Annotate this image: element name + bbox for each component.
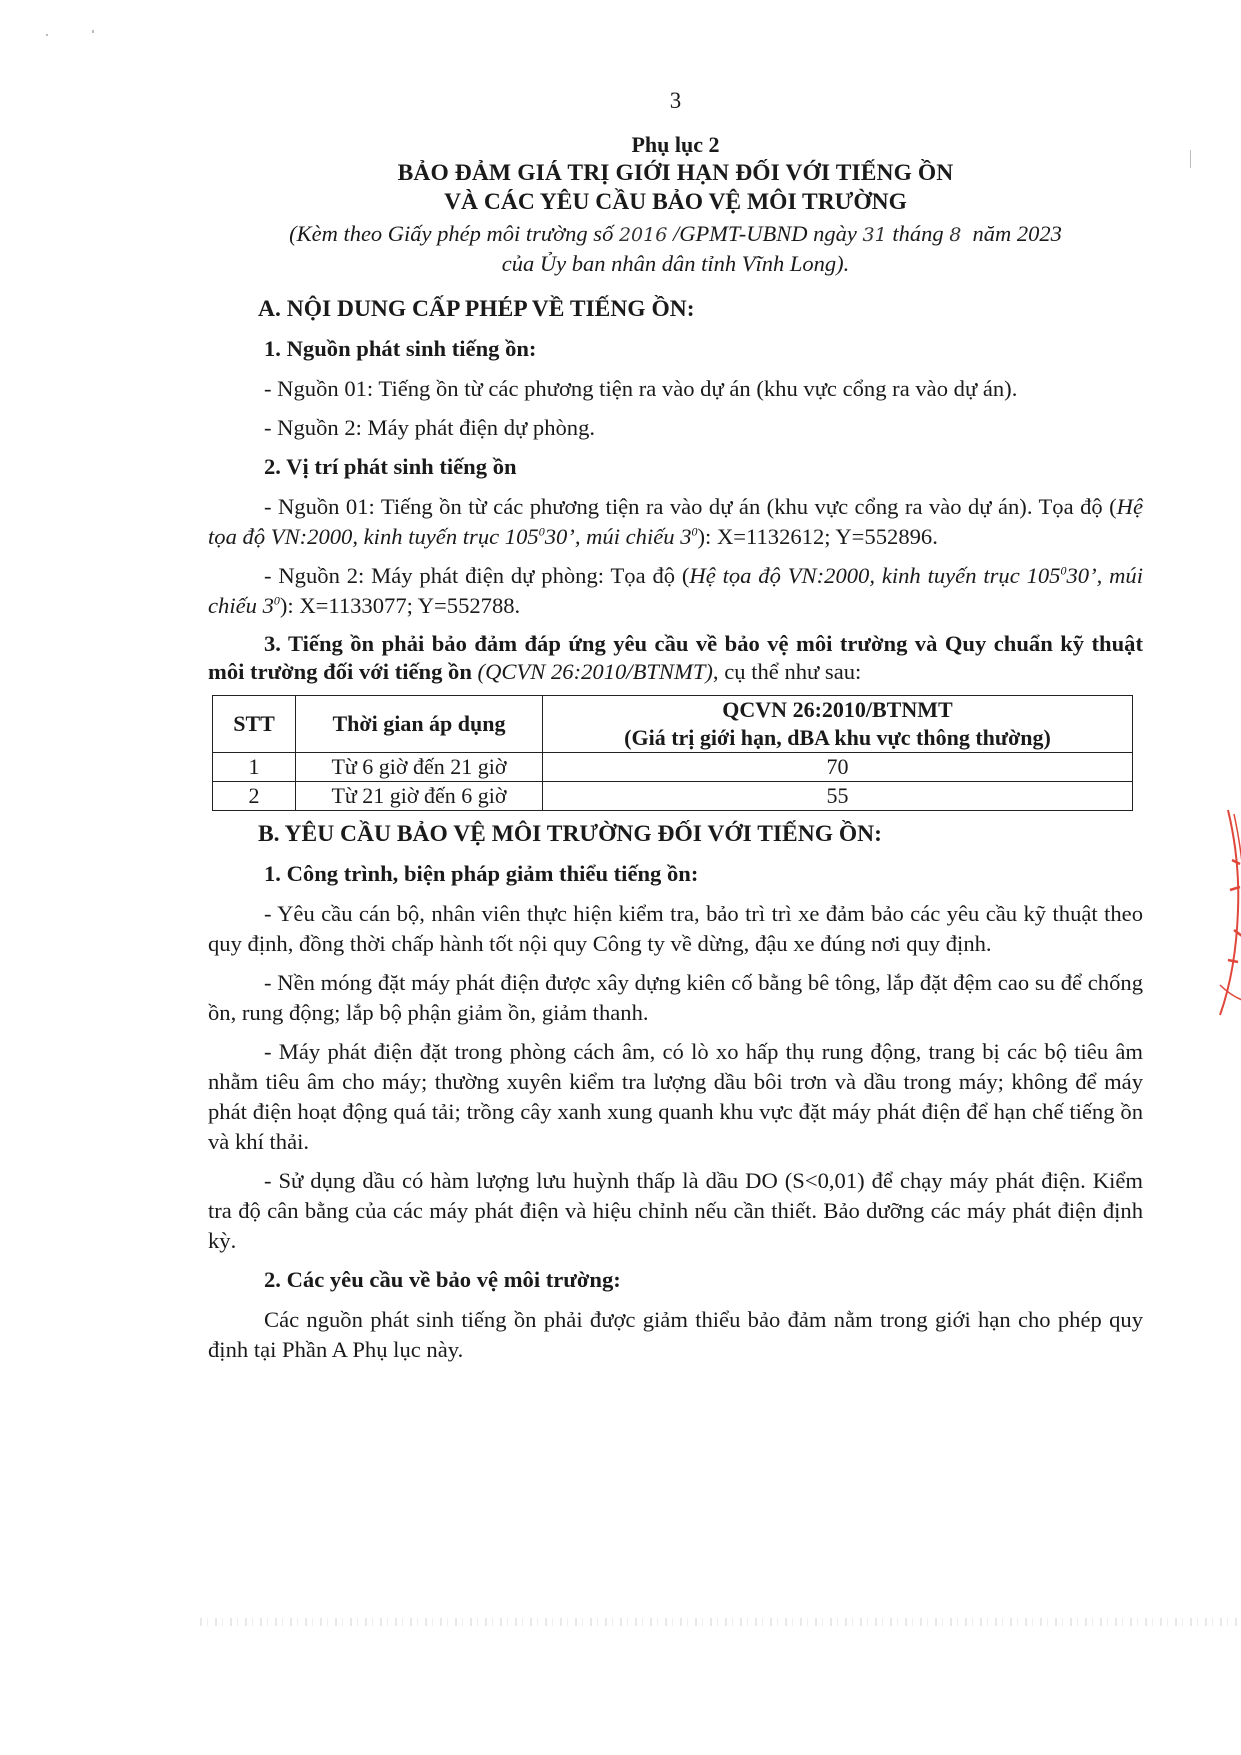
coord-system-text: Hệ tọa độ VN:2000, kinh tuyến trục 105 xyxy=(208,494,1143,549)
section-b-sub2-text: Các nguồn phát sinh tiếng ồn phải được giảm thiểu bảo đảm nằm trong giới hạn cho phép quy định tại Phần A Phụ lục này. xyxy=(208,1307,1143,1362)
header-stt: STT xyxy=(213,696,296,753)
noise-limit-table xyxy=(212,695,1133,811)
text: - Nguồn 01: Tiếng ồn từ các phương tiện ra vào dự án (khu vực cổng ra vào dự án). Tọa độ ( xyxy=(264,494,1117,519)
header-time: Thời gian áp dụng xyxy=(296,696,543,753)
cell-stt: 2 xyxy=(213,782,296,811)
cell-limit: 70 xyxy=(543,753,1133,782)
section-b-heading: B. YÊU CẦU BẢO VỆ MÔI TRƯỜNG ĐỐI VỚI TIẾNG ỒN: xyxy=(258,821,882,847)
superscript: 0 xyxy=(1060,563,1067,578)
sub3-bold-text: 3. Tiếng ồn phải bảo đảm đáp ứng yêu cầu về bảo vệ môi trường và Quy chuẩn kỹ thuật môi trường đối với tiếng ồn xyxy=(208,631,1143,684)
section-b-sub1-item: - Máy phát điện đặt trong phòng cách âm, có lò xo hấp thụ rung động, trang bị các bộ tiêu âm nhằm tiêu âm cho máy; thường xuyên kiểm tra lượng dầu bôi trơn và dầu trong máy; không để máy phát điện hoạt động quá tải; trồng cây xanh xung quanh khu vực đặt máy phát điện để hạn chế tiếng ồn và khí thải. xyxy=(208,1039,1143,1154)
coord-system-text: 30’, múi chiếu 3 xyxy=(544,524,692,549)
table-header-row xyxy=(213,696,1133,753)
subtitle-line-1 xyxy=(200,221,1151,247)
coordinates: ): X=1132612; Y=552896. xyxy=(697,524,938,549)
subtitle-text: tháng xyxy=(886,221,950,246)
section-b-sub1-item: - Yêu cầu cán bộ, nhân viên thực hiện kiểm tra, bảo trì trì xe đảm bảo các yêu cầu kỹ thuật theo quy định, đồng thời chấp hành tốt nội quy Công ty về dừng, đậu xe đúng nơi quy định. xyxy=(208,901,1143,956)
handwritten-day: 31 xyxy=(862,224,887,246)
section-b-sub1-heading: 1. Công trình, biện pháp giảm thiểu tiếng ồn: xyxy=(264,861,699,886)
sub3-standard: (QCVN 26:2010/BTNMT) xyxy=(471,659,713,684)
scan-speck xyxy=(1190,150,1191,168)
section-a-sub2-item xyxy=(208,561,1143,621)
red-stamp-edge-icon xyxy=(1190,800,1241,1020)
header-limit-line2: (Giá trị giới hạn, dBA khu vực thông thường) xyxy=(624,725,1051,750)
section-a-sub3 xyxy=(208,630,1143,686)
section-b-sub1-item: - Sử dụng dầu có hàm lượng lưu huỳnh thấp là dầu DO (S<0,01) để chạy máy phát điện. Kiểm tra độ cân bằng của các máy phát điện và hiệu chỉnh nếu cần thiết. Bảo dưỡng các máy phát điện định kỳ. xyxy=(208,1168,1143,1253)
section-b-sub2-heading: 2. Các yêu cầu về bảo vệ môi trường: xyxy=(264,1267,621,1292)
section-a-sub2-heading: 2. Vị trí phát sinh tiếng ồn xyxy=(264,454,517,479)
scan-speck xyxy=(46,34,48,36)
coordinates: ): X=1133077; Y=552788. xyxy=(279,593,521,618)
handwritten-permit-number: 2016 xyxy=(618,224,668,246)
superscript: 0 xyxy=(538,524,545,539)
cell-stt: 1 xyxy=(213,753,296,782)
subtitle-text: năm 2023 xyxy=(961,221,1062,246)
cell-limit: 55 xyxy=(543,782,1133,811)
coord-system-text: 30’, múi chiếu 3 xyxy=(208,563,1143,618)
header-limit xyxy=(543,696,1133,753)
handwritten-month: 8 xyxy=(949,224,962,246)
section-a-sub1-item: - Nguồn 01: Tiếng ồn từ các phương tiện ra vào dự án (khu vực cổng ra vào dự án). xyxy=(264,376,1018,401)
section-a-heading: A. NỘI DUNG CẤP PHÉP VỀ TIẾNG ỒN: xyxy=(258,296,695,322)
section-a-sub1-item: - Nguồn 2: Máy phát điện dự phòng. xyxy=(264,415,596,440)
title-line-1: BẢO ĐẢM GIÁ TRỊ GIỚI HẠN ĐỐI VỚI TIẾNG ỒN xyxy=(397,160,954,186)
cell-time: Từ 6 giờ đến 21 giờ xyxy=(296,753,543,782)
subtitle-text: (Kèm theo Giấy phép môi trường số xyxy=(289,221,619,246)
title-line-2: VÀ CÁC YÊU CẦU BẢO VỆ MÔI TRƯỜNG xyxy=(444,189,907,215)
superscript: 0 xyxy=(273,593,280,608)
appendix-label: Phụ lục 2 xyxy=(631,132,720,157)
table-row xyxy=(213,782,1133,811)
subtitle-text: /GPMT-UBND ngày xyxy=(667,221,863,246)
cell-time: Từ 21 giờ đến 6 giờ xyxy=(296,782,543,811)
table-row xyxy=(213,753,1133,782)
coord-system-text: Hệ tọa độ VN:2000, kinh tuyến trục 105 xyxy=(689,563,1061,588)
superscript: 0 xyxy=(691,524,698,539)
header-limit-line1: QCVN 26:2010/BTNMT xyxy=(722,697,953,722)
scan-speck xyxy=(92,30,94,33)
scan-noise-line xyxy=(200,1618,1241,1626)
document-body xyxy=(208,294,1143,1374)
text: - Nguồn 2: Máy phát điện dự phòng: Tọa độ ( xyxy=(264,563,690,588)
section-b-sub1-item: - Nền móng đặt máy phát điện được xây dựng kiên cố bằng bê tông, lắp đặt đệm cao su để chống ồn, rung động; lắp bộ phận giảm ồn, giảm thanh. xyxy=(208,970,1143,1025)
section-a-sub1-heading: 1. Nguồn phát sinh tiếng ồn: xyxy=(264,336,537,361)
sub3-rest: , cụ thể như sau: xyxy=(712,659,862,684)
subtitle-line-2: của Ủy ban nhân dân tỉnh Vĩnh Long). xyxy=(501,251,850,276)
page-number: 3 xyxy=(669,88,682,113)
section-a-sub2-item xyxy=(208,492,1143,552)
